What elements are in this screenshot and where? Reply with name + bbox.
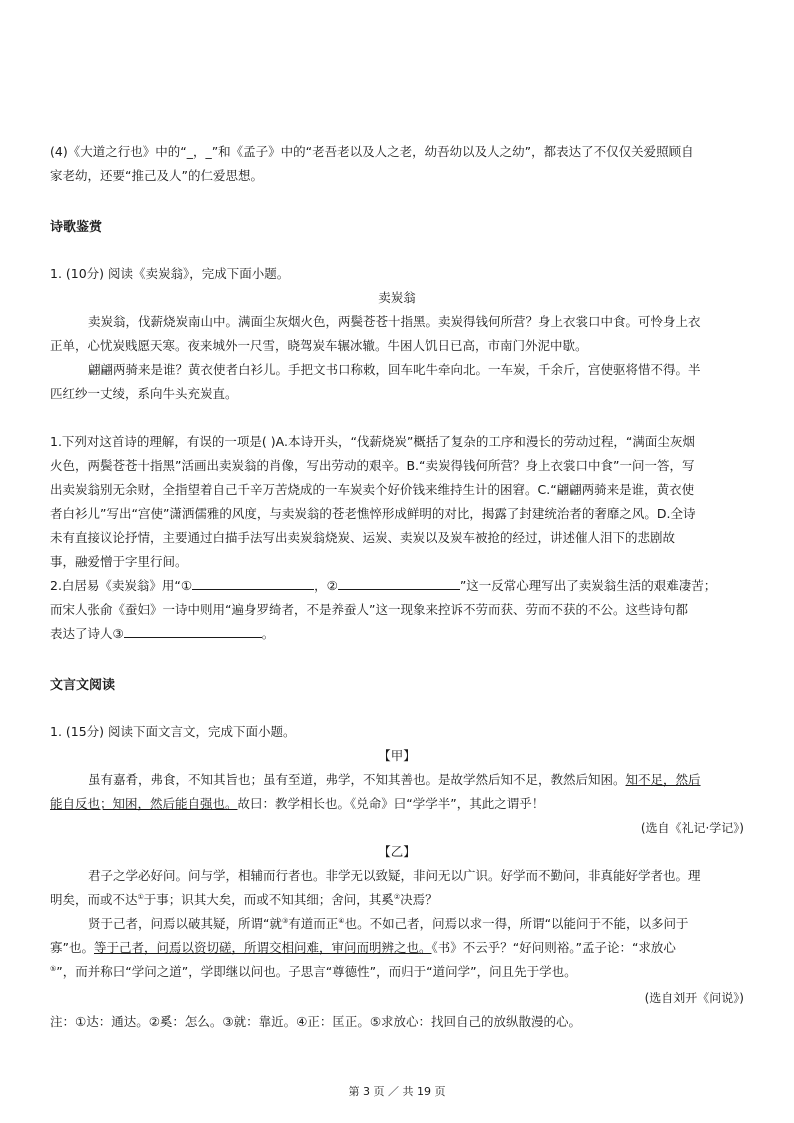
q4-line-2: 家老幼，还要“推己及人”的仁爱思想。 (50, 168, 263, 183)
subq1-line-4: 者白衫儿”写出“宫使”潇洒儒雅的风度，与卖炭翁的苍老憔悴形成鲜明的对比，揭露了封建统治者的奢靡之风。D.全诗 (50, 506, 696, 521)
subq2-text-b: ，② (314, 578, 338, 593)
poem-p1-line-2: 正单，心忧炭贱愿天寒。夜来城外一尺雪，晓驾炭车辗冰辙。牛困人饥日已高，市南门外泥中歇。 (50, 338, 588, 353)
yi-p2-line-3 (50, 963, 577, 981)
q4-line-1 (50, 143, 694, 161)
poem-p2-line-1: 翩翩两骑来是谁？黄衣使者白衫儿。手把文书口称敕，回车叱牛牵向北。一车炭，千余斤，宫使驱将惜不得。半 (88, 362, 701, 377)
jia-text-b: 故曰：教学相长也。《兑命》曰“学学半”，其此之谓乎！ (237, 796, 545, 811)
section-title-classical: 文言文阅读 (50, 678, 116, 693)
answer-blank-1[interactable] (192, 577, 314, 590)
subq2-text-e: 。 (261, 626, 275, 641)
poem-p2-line-2: 匹红纱一丈绫，系向牛头充炭直。 (50, 386, 238, 401)
section-title-poem: 诗歌鉴赏 (50, 220, 103, 235)
yi-p2-line-1 (88, 915, 689, 933)
note-ref-2: ② (393, 892, 401, 901)
yi-text: 寡”也。 (50, 940, 94, 955)
subq2-line-2: 而宋人张俞《蚕妇》一诗中则用“遍身罗绮者，不是养蚕人”这一现象来控诉不劳而获、劳而不获的不公。这些诗句都 (50, 602, 688, 617)
subq1-line-6: 事，融爱憎于字里行间。 (50, 554, 188, 569)
subq1-line-1: 1.下列对这首诗的理解，有误的一项是( )A.本诗开头，“伐薪烧炭”概括了复杂的工序和漫长的劳动过程，“满面尘灰烟 (50, 434, 695, 449)
subq2-line-1 (50, 577, 716, 595)
yi-text: 《书》不云乎？“好问则裕。”孟子论：“求放心 (431, 940, 676, 955)
yi-text: 于事；识其大矣，而或不知其细；舍问，其奚 (143, 892, 394, 907)
poem-p1-line-1: 卖炭翁，伐薪烧炭南山中。满面尘灰烟火色，两鬓苍苍十指黑。卖炭得钱何所营？身上衣裳口中食。可怜身上衣 (88, 314, 701, 329)
answer-blank-2[interactable] (338, 577, 460, 590)
note-ref-5: ⑤ (50, 964, 57, 973)
yi-source: (选自刘开《问说》) (644, 991, 744, 1005)
q4-blank-2: _ (205, 144, 212, 159)
poem-question-intro: 1. (10分) 阅读《卖炭翁》，完成下面小题。 (50, 266, 290, 281)
yi-text: 有道而正 (288, 916, 339, 931)
jia-line-2 (50, 795, 544, 813)
note-ref-1: ① (137, 892, 144, 901)
poem-title: 卖炭翁 (378, 290, 416, 305)
yi-text: ”，而并称曰“学问之道”，学即继以问也。子思言“尊德性”，而归于“道问学”，问且先于学也。 (56, 964, 577, 979)
yi-underlined: 等于己者，问焉以资切磋，所谓交相问难，审问而明辨之也。 (93, 940, 432, 955)
q4-blank-1: _ (186, 144, 193, 159)
subq2-text-c: ”这一反常心理写出了卖炭翁生活的艰难凄苦； (459, 578, 717, 593)
classical-question-intro: 1. (15分) 阅读下面文言文，完成下面小题。 (50, 724, 296, 739)
q4-text-b: ”和《孟子》中的“老吾老以及人之老，幼吾幼以及人之幼”，都表达了不仅仅关爱照顾自 (211, 144, 694, 159)
yi-text: 也。不如己者，问焉以求一得，所谓“以能问于不能，以多问于 (344, 916, 689, 931)
yi-p2-line-2 (50, 939, 676, 957)
answer-blank-3[interactable] (124, 625, 262, 638)
subq2-text-d: 表达了诗人③ (50, 626, 124, 641)
subq2-text-a: 2.白居易《卖炭翁》用“① (50, 578, 193, 593)
subq1-line-5: 未有直接议论抒情，主要通过白描手法写出卖炭翁烧炭、运炭、卖炭以及炭车被抢的经过，讲述催人泪下的悲剧故 (50, 530, 676, 545)
q4-separator: ， (192, 144, 206, 159)
note-ref-3: ③ (281, 916, 289, 925)
page-footer: 第 3 页 ／ 共 19 页 (348, 1085, 446, 1098)
annotations: 注：①达：通达。②奚：怎么。③就：靠近。④正：匡正。⑤求放心：找回自己的放纵散漫的心。 (50, 1014, 582, 1029)
subq1-line-2: 火色，两鬓苍苍十指黑”活画出卖炭翁的肖像，写出劳动的艰辛。B.“卖炭得钱何所营？身上衣裳口中食”一问一答，写 (50, 458, 695, 473)
q4-text-a: (4)《大道之行也》中的“ (50, 144, 187, 159)
passage-jia-title: 【甲】 (378, 748, 416, 763)
jia-source: (选自《礼记·学记》) (640, 821, 744, 835)
yi-p1-line-2 (50, 891, 438, 909)
yi-text: 贤于己者，问焉以破其疑，所谓“就 (88, 916, 282, 931)
yi-p1-line-1: 君子之学必好问。问与学，相辅而行者也。非学无以致疑，非问无以广识。好学而不勤问，非真能好学者也。理 (88, 868, 701, 883)
jia-text-a: 虽有嘉肴，弗食，不知其旨也；虽有至道，弗学，不知其善也。是故学然后知不足，教然后知困。 (88, 772, 626, 787)
jia-underlined-1: 知不足，然后 (625, 772, 701, 787)
subq2-line-3 (50, 625, 274, 643)
jia-underlined-2: 能自反也；知困，然后能自强也。 (50, 796, 238, 811)
yi-text: 决焉？ (400, 892, 438, 907)
yi-text: 明矣，而或不达 (50, 892, 138, 907)
jia-line-1 (88, 771, 701, 789)
subq1-line-3: 出卖炭翁别无余财，全指望着自己千辛万苦烧成的一车炭卖个好价钱来维持生计的困窘。C.“翩翩两骑来是谁，黄衣使 (50, 482, 695, 497)
passage-yi-title: 【乙】 (378, 844, 416, 859)
note-ref-4: ④ (338, 916, 345, 925)
